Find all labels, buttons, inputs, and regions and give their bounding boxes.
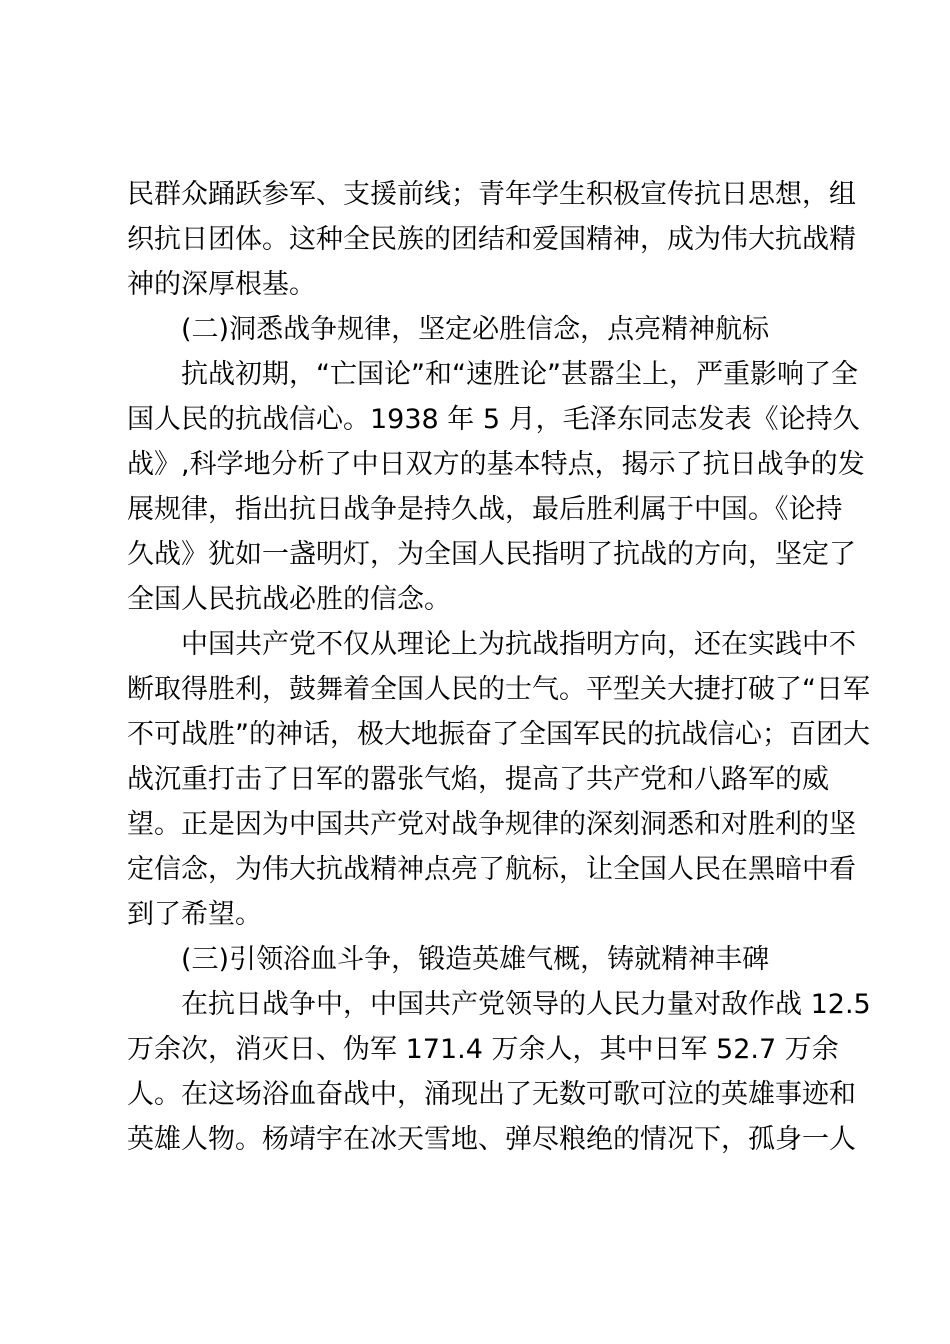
text-line: 展规律，指出抗日战争是持久战，最后胜利属于中国。《论持 <box>127 494 843 525</box>
text-line: 中国共产党不仅从理论上为抗战指明方向，还在实践中不 <box>181 629 856 660</box>
text-line: 万余次，消灭日、伪军 171.4 万余人，其中日军 52.7 万余 <box>127 1034 839 1065</box>
section-heading-2: (二)洞悉战争规律，坚定必胜信念，点亮精神航标 <box>181 314 770 345</box>
text-line: 国人民的抗战信心。1938 年 5 月，毛泽东同志发表《论持久 <box>127 404 860 435</box>
text-line: 全国人民抗战必胜的信念。 <box>127 584 451 615</box>
text-line: 织抗日团体。这种全民族的团结和爱国精神，成为伟大抗战精 <box>127 224 856 255</box>
section-heading-3: (三)引领浴血斗争，锻造英雄气概，铸就精神丰碑 <box>181 944 770 975</box>
text-line: 战沉重打击了日军的嚣张气焰，提高了共产党和八路军的威 <box>127 764 829 795</box>
text-line: 不可战胜”的神话，极大地振奋了全国军民的抗战信心；百团大 <box>127 719 870 750</box>
text-line: 神的深厚根基。 <box>127 269 316 300</box>
text-line: 望。正是因为中国共产党对战争规律的深刻洞悉和对胜利的坚 <box>127 809 856 840</box>
text-line: 抗战初期，“亡国论”和“速胜论”甚嚣尘上，严重影响了全 <box>181 359 858 390</box>
text-line: 人。在这场浴血奋战中，涌现出了无数可歌可泣的英雄事迹和 <box>127 1079 856 1110</box>
text-line: 在抗日战争中，中国共产党领导的人民力量对敌作战 12.5 <box>181 989 871 1020</box>
text-line: 定信念，为伟大抗战精神点亮了航标，让全国人民在黑暗中看 <box>127 854 856 885</box>
text-line: 久战》犹如一盏明灯，为全国人民指明了抗战的方向，坚定了 <box>127 539 856 570</box>
text-line: 英雄人物。杨靖宇在冰天雪地、弹尽粮绝的情况下，孤身一人 <box>127 1124 856 1155</box>
text-line: 民群众踊跃参军、支援前线；青年学生积极宣传抗日思想，组 <box>127 179 856 210</box>
text-line: 到了希望。 <box>127 899 262 930</box>
text-line: 战》,科学地分析了中日双方的基本特点，揭示了抗日战争的发 <box>127 449 865 480</box>
body-text <box>127 172 871 1162</box>
text-line: 断取得胜利，鼓舞着全国人民的士气。平型关大捷打破了“日军 <box>127 674 870 705</box>
